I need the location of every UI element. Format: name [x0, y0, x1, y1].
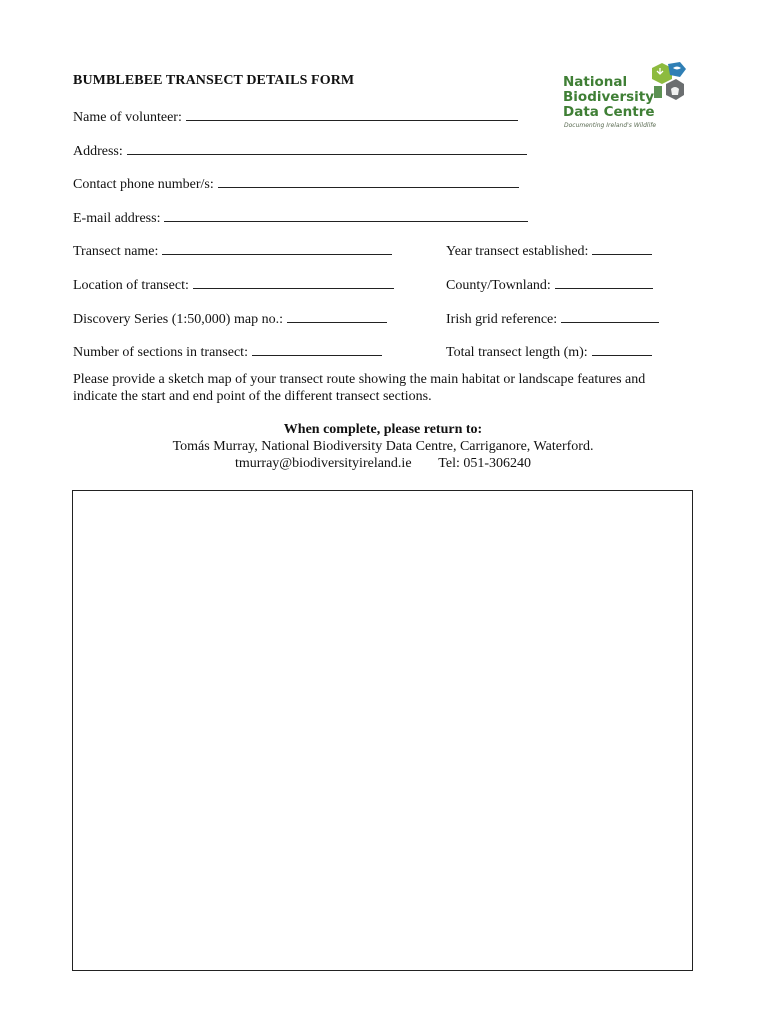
nbdc-logo: [563, 62, 689, 134]
irish-grid-label: Irish grid reference:: [446, 312, 558, 327]
year-established-field: [446, 242, 652, 260]
volunteer-name-line[interactable]: [186, 108, 518, 121]
logo-tagline: Documenting Ireland's Wildlife: [564, 122, 657, 129]
return-contact: [73, 455, 693, 472]
return-email: tmurray@biodiversityireland.ie: [234, 456, 412, 471]
sketch-instructions: Please provide a sketch map of your transect route showing the main habitat or landscape features and indicate the start and end point of the different transect sections.: [73, 372, 646, 404]
num-sections-label: Number of sections in transect:: [73, 345, 248, 360]
num-sections-field: [73, 343, 382, 361]
location-label: Location of transect:: [73, 278, 189, 293]
volunteer-name-field: [73, 108, 518, 126]
year-established-line[interactable]: [592, 242, 652, 255]
sketch-map-box[interactable]: [72, 490, 693, 971]
county-townland-label: County/Townland:: [446, 278, 551, 293]
total-length-field: [446, 343, 652, 361]
return-phone: Tel: 051-306240: [438, 456, 532, 471]
transect-name-field: [73, 242, 392, 260]
contact-phone-label: Contact phone number/s:: [73, 177, 214, 192]
address-line[interactable]: [127, 142, 527, 155]
return-address: Tomás Murray, National Biodiversity Data Centre, Carriganore, Waterford.: [172, 439, 594, 454]
location-field: [73, 276, 394, 294]
address-field: [73, 142, 527, 160]
form-title: BUMBLEBEE TRANSECT DETAILS FORM: [73, 73, 355, 88]
logo-line-3: Data Centre: [563, 104, 655, 120]
email-field: [73, 209, 528, 227]
irish-grid-field: [446, 310, 659, 328]
logo-hexagon-icon: [640, 62, 688, 112]
email-line[interactable]: [164, 209, 528, 222]
return-heading: When complete, please return to:: [283, 422, 483, 437]
year-established-label: Year transect established:: [446, 244, 589, 259]
contact-phone-line[interactable]: [218, 175, 519, 188]
total-length-line[interactable]: [592, 343, 652, 356]
num-sections-line[interactable]: [252, 343, 382, 356]
logo-line-2: Biodiversity: [563, 89, 655, 105]
email-label: E-mail address:: [73, 211, 161, 226]
county-townland-line[interactable]: [555, 276, 653, 289]
discovery-series-line[interactable]: [287, 310, 387, 323]
return-info: [73, 421, 693, 472]
logo-line-1: National: [563, 74, 628, 90]
county-townland-field: [446, 276, 653, 294]
address-label: Address:: [73, 144, 123, 159]
discovery-series-label: Discovery Series (1:50,000) map no.:: [73, 312, 283, 327]
total-length-label: Total transect length (m):: [446, 345, 588, 360]
transect-name-label: Transect name:: [73, 244, 159, 259]
irish-grid-line[interactable]: [561, 310, 659, 323]
transect-name-line[interactable]: [162, 242, 392, 255]
contact-phone-field: [73, 175, 519, 193]
discovery-series-field: [73, 310, 387, 328]
volunteer-name-label: Name of volunteer:: [73, 110, 182, 125]
location-line[interactable]: [193, 276, 394, 289]
